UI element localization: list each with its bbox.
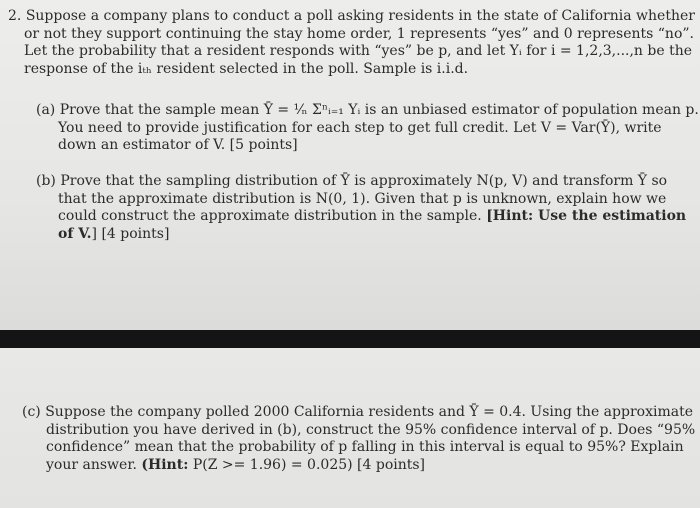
part-b-label: (b) xyxy=(36,173,56,189)
part-c-hint-label: (Hint: xyxy=(141,456,189,473)
part-c-label: (c) xyxy=(22,404,41,420)
part-b-hint: [Hint: Use the estimation xyxy=(486,208,687,224)
part-c-points: [4 points] xyxy=(357,456,426,473)
question-line-3: Let the probability that a resident responds with “yes” be p, and let Yᵢ for i = 1,2,3,...,n be the xyxy=(24,43,693,59)
part-a-line-3: down an estimator of V. [5 points] xyxy=(58,137,298,153)
question-number: 2. xyxy=(8,8,22,24)
question-line-4: response of the iₜₕ resident selected in the poll. Sample is i.i.d. xyxy=(24,60,469,77)
question-line-2: or not they support continuing the stay home order, 1 represents “yes” and 0 represents “no”. xyxy=(24,25,694,42)
part-c-line-1: Suppose the company polled 2000 California residents and Ȳ = 0.4. Using the approximate xyxy=(45,404,693,420)
part-a-line-1: Prove that the sample mean Ȳ = ¹⁄ₙ Σⁿᵢ₌₁ Yᵢ is an unbiased estimator of population mean p. xyxy=(59,102,699,118)
question-2-stem xyxy=(8,8,695,78)
part-c xyxy=(22,404,695,474)
part-a-line-2: You need to provide justification for each step to get full credit. Let V = Var(Ȳ), write xyxy=(58,119,662,136)
part-c-line-2: distribution you have derived in (b), construct the 95% confidence interval of p. Does “95% xyxy=(46,421,696,438)
part-b-line-1: Prove that the sampling distribution of Ȳ is approximately N(p, V) and transform Ȳ so xyxy=(60,173,668,189)
part-a xyxy=(36,102,699,155)
part-c-line-4-start: your answer. xyxy=(46,456,137,473)
question-line-1: Suppose a company plans to conduct a poll asking residents in the state of California whether xyxy=(25,8,695,24)
part-b-line-2: that the approximate distribution is N(0, 1). Given that p is unknown, explain how we xyxy=(58,190,667,207)
page-divider-band xyxy=(0,330,700,348)
part-c-hint-formula: P(Z >= 1.96) = 0.025) xyxy=(192,456,353,473)
part-b-line-3: could construct the approximate distribution in the sample. xyxy=(58,208,482,224)
part-b-points: ] [4 points] xyxy=(91,225,170,242)
part-b xyxy=(36,173,686,243)
part-b-hint-continued: of V. xyxy=(58,225,92,242)
part-c-line-3: confidence” mean that the probability of p falling in this interval is equal to 95%? Explain xyxy=(46,439,684,455)
part-a-label: (a) xyxy=(36,102,56,118)
